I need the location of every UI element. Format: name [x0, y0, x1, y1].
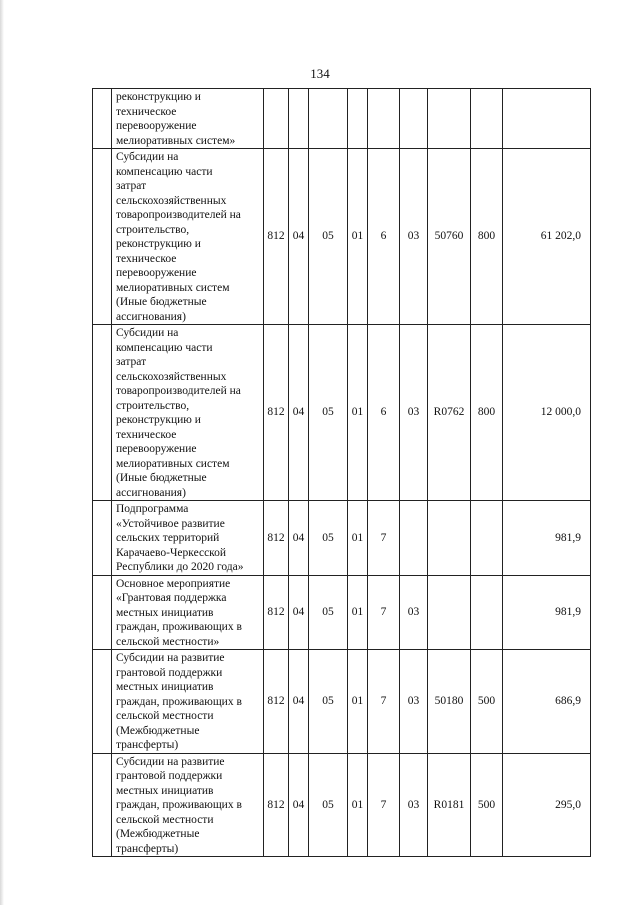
subsection-code-cell: 05: [309, 149, 348, 325]
table-row: [93, 325, 591, 501]
item-name-cell: [112, 149, 264, 325]
item-name-line: перевооружение: [116, 120, 197, 132]
subsection-code-cell: 05: [309, 325, 348, 501]
item-name-line: грантовой поддержки: [116, 666, 223, 679]
item-name-line: Основное мероприятие: [116, 577, 231, 590]
table-row: [93, 575, 591, 650]
event-code-cell: 03: [400, 149, 428, 325]
ministry-code-cell: 812: [264, 501, 289, 576]
item-name-line: сельскохозяйственных: [116, 370, 227, 383]
table-row: [93, 650, 591, 754]
item-name-line: Субсидии на развитие: [116, 755, 225, 768]
section-code-cell: 04: [289, 325, 309, 501]
ministry-code-cell: 812: [264, 650, 289, 754]
expense-type-code-cell: [471, 501, 503, 576]
item-name-line: граждан, проживающих в: [116, 695, 242, 708]
direction-code-cell: R0762: [428, 325, 471, 501]
item-name-cell: [112, 501, 264, 576]
amount-cell: 981,9: [503, 501, 591, 576]
item-name-cell: [112, 325, 264, 501]
item-name-line: (Иные бюджетные: [116, 296, 207, 308]
item-name-line: техническое: [116, 105, 177, 118]
amount-cell: 981,9: [503, 575, 591, 650]
item-name-line: мелиоративных систем: [116, 457, 230, 470]
program-code-cell: 01: [348, 501, 368, 576]
item-name-line: мелиоративных систем: [116, 281, 230, 294]
subsection-code-cell: [309, 89, 348, 149]
section-code-cell: 04: [289, 501, 309, 576]
direction-code-cell: [428, 89, 471, 149]
program-code-cell: 01: [348, 149, 368, 325]
item-name-line: сельской местности: [116, 813, 214, 826]
page-number: 134: [310, 66, 330, 81]
direction-code-cell: 50180: [428, 650, 471, 754]
ministry-code-cell: [264, 89, 289, 149]
event-code-cell: 03: [400, 650, 428, 754]
expense-type-code-cell: 500: [471, 753, 503, 857]
section-code-cell: 04: [289, 650, 309, 754]
ministry-code-cell: 812: [264, 149, 289, 325]
item-name-line: граждан, проживающих в: [116, 799, 242, 811]
item-name-cell: [112, 89, 264, 149]
item-name-line: Субсидии на развитие: [116, 652, 225, 664]
item-name-line: реконструкцию и: [116, 91, 201, 103]
event-code-cell: [400, 501, 428, 576]
item-name-line: ассигнования): [116, 486, 186, 499]
item-name-line: сельской местности»: [116, 635, 220, 648]
item-name-line: местных инициатив: [116, 681, 214, 693]
item-name-line: трансферты): [116, 739, 179, 751]
item-name-line: реконструкцию и: [116, 238, 201, 250]
item-name-line: трансферты): [116, 842, 179, 855]
subprogram-code-cell: 7: [368, 650, 400, 754]
item-name-line: местных инициатив: [116, 606, 214, 619]
section-code-cell: [289, 89, 309, 149]
program-code-cell: 01: [348, 753, 368, 857]
item-name-line: компенсацию части: [116, 341, 213, 354]
row-number-cell: [93, 149, 112, 325]
row-number-cell: [93, 650, 112, 754]
row-number-cell: [93, 575, 112, 650]
program-code-cell: 01: [348, 575, 368, 650]
direction-code-cell: R0181: [428, 753, 471, 857]
item-name-line: Республики до 2020 года»: [116, 561, 244, 573]
budget-table: [92, 88, 591, 857]
section-code-cell: 04: [289, 575, 309, 650]
direction-code-cell: [428, 575, 471, 650]
item-name-line: «Грантовая поддержка: [116, 592, 227, 604]
table-row: [93, 89, 591, 149]
amount-cell: 12 000,0: [503, 325, 591, 501]
item-name-line: Подпрограмма: [116, 503, 189, 515]
subsection-code-cell: 05: [309, 501, 348, 576]
item-name-line: мелиоративных систем»: [116, 134, 236, 147]
item-name-line: компенсацию части: [116, 165, 213, 178]
item-name-line: местных инициатив: [116, 784, 214, 797]
amount-cell: 295,0: [503, 753, 591, 857]
subprogram-code-cell: 6: [368, 149, 400, 325]
item-name-line: строительство,: [116, 223, 190, 236]
subsection-code-cell: 05: [309, 575, 348, 650]
item-name-cell: [112, 753, 264, 857]
scan-edge: [0, 0, 4, 905]
item-name-line: Субсидии на: [116, 151, 179, 163]
subprogram-code-cell: [368, 89, 400, 149]
event-code-cell: 03: [400, 575, 428, 650]
item-name-line: «Устойчивое развитие: [116, 517, 225, 530]
item-name-line: техническое: [116, 428, 177, 441]
direction-code-cell: 50760: [428, 149, 471, 325]
amount-cell: [503, 89, 591, 149]
table-row: [93, 501, 591, 576]
item-name-line: строительство,: [116, 399, 190, 412]
item-name-line: реконструкцию и: [116, 414, 201, 426]
item-name-line: Карачаево-Черкесской: [116, 546, 227, 559]
table-row: [93, 149, 591, 325]
section-code-cell: 04: [289, 753, 309, 857]
program-code-cell: 01: [348, 650, 368, 754]
direction-code-cell: [428, 501, 471, 576]
item-name-line: (Иные бюджетные: [116, 472, 207, 484]
table-body: [93, 89, 591, 857]
ministry-code-cell: 812: [264, 325, 289, 501]
subprogram-code-cell: 6: [368, 325, 400, 501]
event-code-cell: 03: [400, 325, 428, 501]
expense-type-code-cell: [471, 89, 503, 149]
subprogram-code-cell: 7: [368, 753, 400, 857]
item-name-line: затрат: [116, 356, 147, 368]
item-name-line: сельских территорий: [116, 532, 220, 544]
item-name-line: товаропроизводителей на: [116, 385, 241, 397]
amount-cell: 686,9: [503, 650, 591, 754]
item-name-line: перевооружение: [116, 267, 197, 279]
row-number-cell: [93, 501, 112, 576]
item-name-line: товаропроизводителей на: [116, 209, 241, 221]
item-name-line: затрат: [116, 180, 147, 192]
program-code-cell: 01: [348, 325, 368, 501]
item-name-line: (Межбюджетные: [116, 724, 200, 737]
item-name-line: ассигнования): [116, 310, 186, 323]
item-name-line: техническое: [116, 252, 177, 265]
row-number-cell: [93, 325, 112, 501]
expense-type-code-cell: 500: [471, 650, 503, 754]
item-name-line: грантовой поддержки: [116, 770, 223, 782]
item-name-line: сельскохозяйственных: [116, 194, 227, 207]
row-number-cell: [93, 89, 112, 149]
item-name-line: перевооружение: [116, 443, 197, 455]
program-code-cell: [348, 89, 368, 149]
expense-type-code-cell: [471, 575, 503, 650]
subsection-code-cell: 05: [309, 753, 348, 857]
row-number-cell: [93, 753, 112, 857]
item-name-line: (Межбюджетные: [116, 828, 200, 840]
subsection-code-cell: 05: [309, 650, 348, 754]
table-row: [93, 753, 591, 857]
event-code-cell: [400, 89, 428, 149]
item-name-cell: [112, 650, 264, 754]
ministry-code-cell: 812: [264, 575, 289, 650]
item-name-line: сельской местности: [116, 710, 214, 722]
subprogram-code-cell: 7: [368, 501, 400, 576]
section-code-cell: 04: [289, 149, 309, 325]
item-name-cell: [112, 575, 264, 650]
ministry-code-cell: 812: [264, 753, 289, 857]
event-code-cell: 03: [400, 753, 428, 857]
amount-cell: 61 202,0: [503, 149, 591, 325]
expense-type-code-cell: 800: [471, 325, 503, 501]
expense-type-code-cell: 800: [471, 149, 503, 325]
item-name-line: Субсидии на: [116, 327, 179, 339]
item-name-line: граждан, проживающих в: [116, 621, 242, 633]
subprogram-code-cell: 7: [368, 575, 400, 650]
